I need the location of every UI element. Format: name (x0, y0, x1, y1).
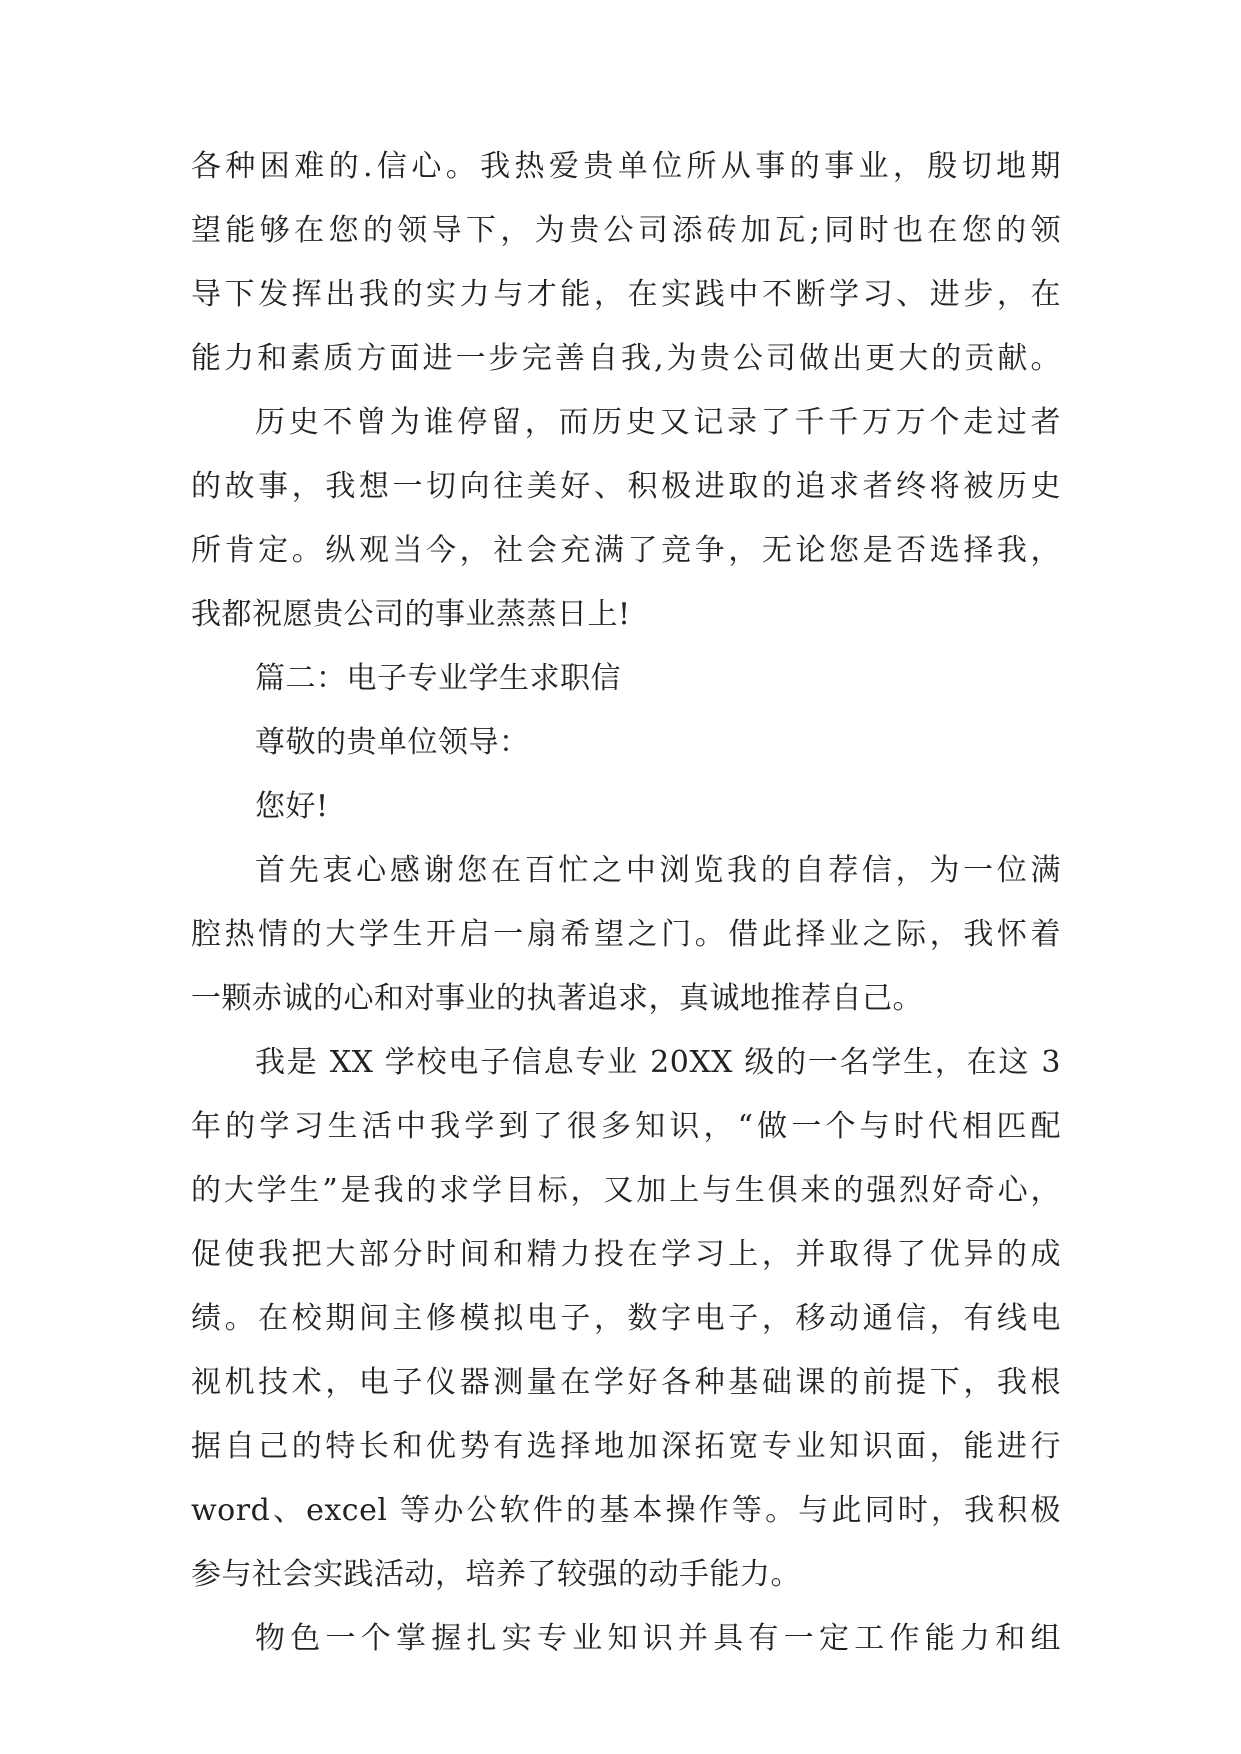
text-line: 绩。在校期间主修模拟电子，数字电子，移动通信，有线电 (191, 1301, 1061, 1336)
text-line: 各种困难的.信心。我热爱贵单位所从事的事业，殷切地期 (191, 149, 1061, 184)
text-line: 据自己的特长和优势有选择地加深拓宽专业知识面，能进行 (191, 1429, 1061, 1464)
text-line: 的大学生”是我的求学目标，又加上与生俱来的强烈好奇心， (191, 1173, 1061, 1208)
text-line: 年的学习生活中我学到了很多知识，“做一个与时代相匹配 (191, 1109, 1061, 1144)
salutation: 尊敬的贵单位领导： (255, 725, 530, 760)
text-line: word、excel 等办公软件的基本操作等。与此同时，我积极 (191, 1493, 1061, 1528)
text-line: 能力和素质方面进一步完善自我,为贵公司做出更大的贡献。 (191, 341, 1061, 376)
text-line: 所肯定。纵观当今，社会充满了竞争，无论您是否选择我， (191, 533, 1061, 568)
text-line: 视机技术，电子仪器测量在学好各种基础课的前提下，我根 (191, 1365, 1061, 1400)
text-line: 一颗赤诚的心和对事业的执著追求，真诚地推荐自己。 (191, 981, 923, 1016)
paragraph-first-line: 历史不曾为谁停留，而历史又记录了千千万万个走过者 (255, 405, 1061, 440)
text-line: 的故事，我想一切向往美好、积极进取的追求者终将被历史 (191, 469, 1061, 504)
text-line: 我都祝愿贵公司的事业蒸蒸日上! (191, 597, 631, 632)
text-line: 导下发挥出我的实力与才能，在实践中不断学习、进步，在 (191, 277, 1061, 312)
paragraph-first-line: 首先衷心感谢您在百忙之中浏览我的自荐信，为一位满 (255, 853, 1061, 888)
text-line: 腔热情的大学生开启一扇希望之门。借此择业之际，我怀着 (191, 917, 1061, 952)
paragraph-first-line: 物色一个掌握扎实专业知识并具有一定工作能力和组 (255, 1621, 1061, 1656)
paragraph-first-line: 我是 XX 学校电子信息专业 20XX 级的一名学生，在这 3 (255, 1045, 1061, 1080)
text-line: 望能够在您的领导下，为贵公司添砖加瓦;同时也在您的领 (191, 213, 1061, 248)
greeting: 您好! (255, 789, 329, 824)
section-heading: 篇二：电子专业学生求职信 (255, 661, 621, 696)
text-line: 参与社会实践活动，培养了较强的动手能力。 (191, 1557, 801, 1592)
text-line: 促使我把大部分时间和精力投在学习上，并取得了优异的成 (191, 1237, 1061, 1272)
